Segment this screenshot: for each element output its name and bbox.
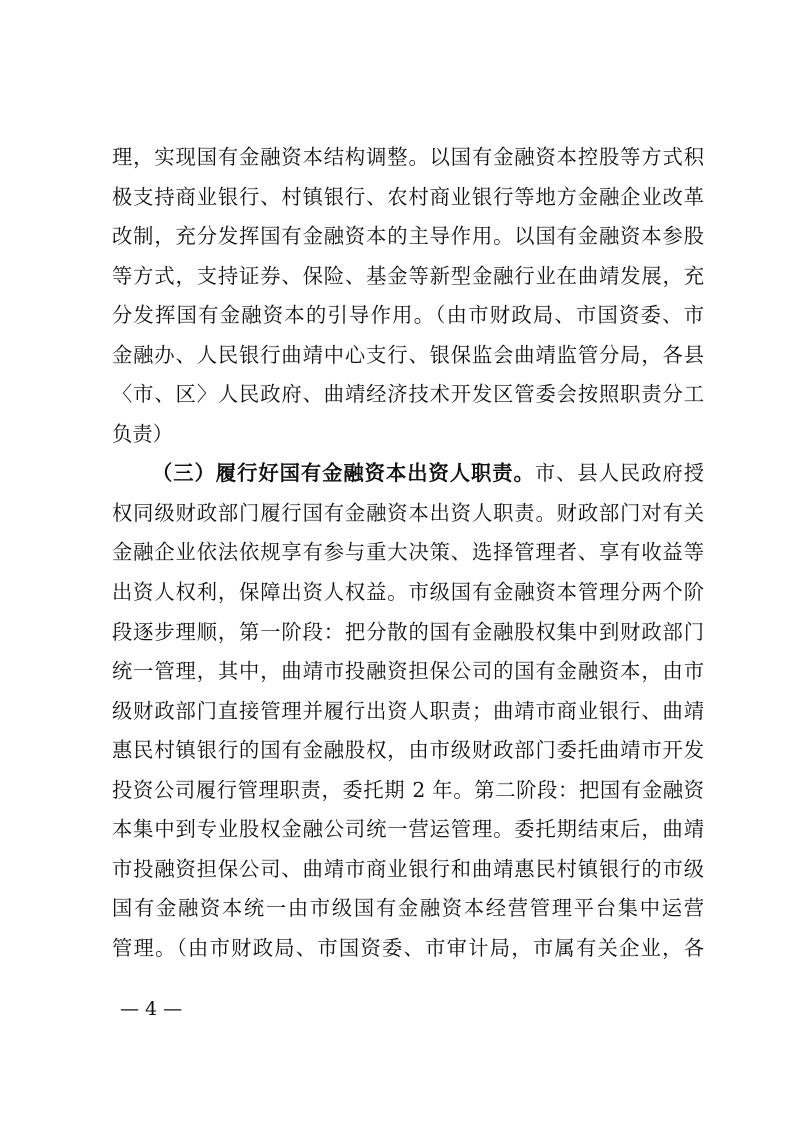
- text-line: 理，实现国有金融资本结构调整。以国有金融资本控股等方式积: [112, 145, 704, 169]
- text-line: 本集中到专业股权金融公司统一营运管理。委托期结束后，曲靖: [112, 817, 704, 842]
- page-number: — 4 —: [120, 998, 183, 1020]
- text-line: 等方式，支持证券、保险、基金等新型金融行业在曲靖发展，充: [112, 263, 704, 288]
- text-line: 〈市、区〉人民政府、曲靖经济技术开发区管委会按照职责分工: [112, 382, 704, 407]
- text-line: 市投融资担保公司、曲靖市商业银行和曲靖惠民村镇银行的市级: [112, 856, 704, 881]
- text-line: 惠民村镇银行的国有金融股权，由市级财政部门委托曲靖市开发: [112, 738, 704, 763]
- text-line: 统一管理，其中，曲靖市投融资担保公司的国有金融资本，由市: [112, 659, 704, 684]
- text-fragment: 市、县人民政府授: [534, 461, 704, 486]
- text-line: 出资人权利，保障出资人权益。市级国有金融资本管理分两个阶: [112, 580, 704, 605]
- text-line: 分发挥国有金融资本的引导作用。（由市财政局、市国资委、市: [112, 303, 704, 328]
- text-line: 改制，充分发挥国有金融资本的主导作用。以国有金融资本参股: [112, 224, 704, 249]
- text-line: 国有金融资本统一由市级国有金融资本经营管理平台集中运营: [112, 896, 704, 921]
- section-heading-line: [112, 454, 704, 494]
- text-line: 极支持商业银行、村镇银行、农村商业银行等地方金融企业改革: [112, 184, 704, 209]
- section-heading: （三）履行好国有金融资本出资人职责。: [152, 461, 535, 486]
- text-line: 管理。（由市财政局、市国资委、市审计局，市属有关企业，各: [112, 935, 704, 960]
- text-line: 投资公司履行管理职责，委托期 2 年。第二阶段：把国有金融资: [112, 777, 704, 802]
- text-line: 金融办、人民银行曲靖中心支行、银保监会曲靖监管分局，各县: [112, 342, 704, 367]
- text-line: 级财政部门直接管理并履行出资人职责；曲靖市商业银行、曲靖: [112, 698, 704, 723]
- text-line: 权同级财政部门履行国有金融资本出资人职责。财政部门对有关: [112, 500, 704, 525]
- text-line: 段逐步理顺，第一阶段：把分散的国有金融股权集中到财政部门: [112, 619, 704, 644]
- document-body: [112, 138, 704, 968]
- text-line: 金融企业依法依规享有参与重大决策、选择管理者、享有收益等: [112, 540, 704, 565]
- text-line: 负责）: [112, 421, 173, 446]
